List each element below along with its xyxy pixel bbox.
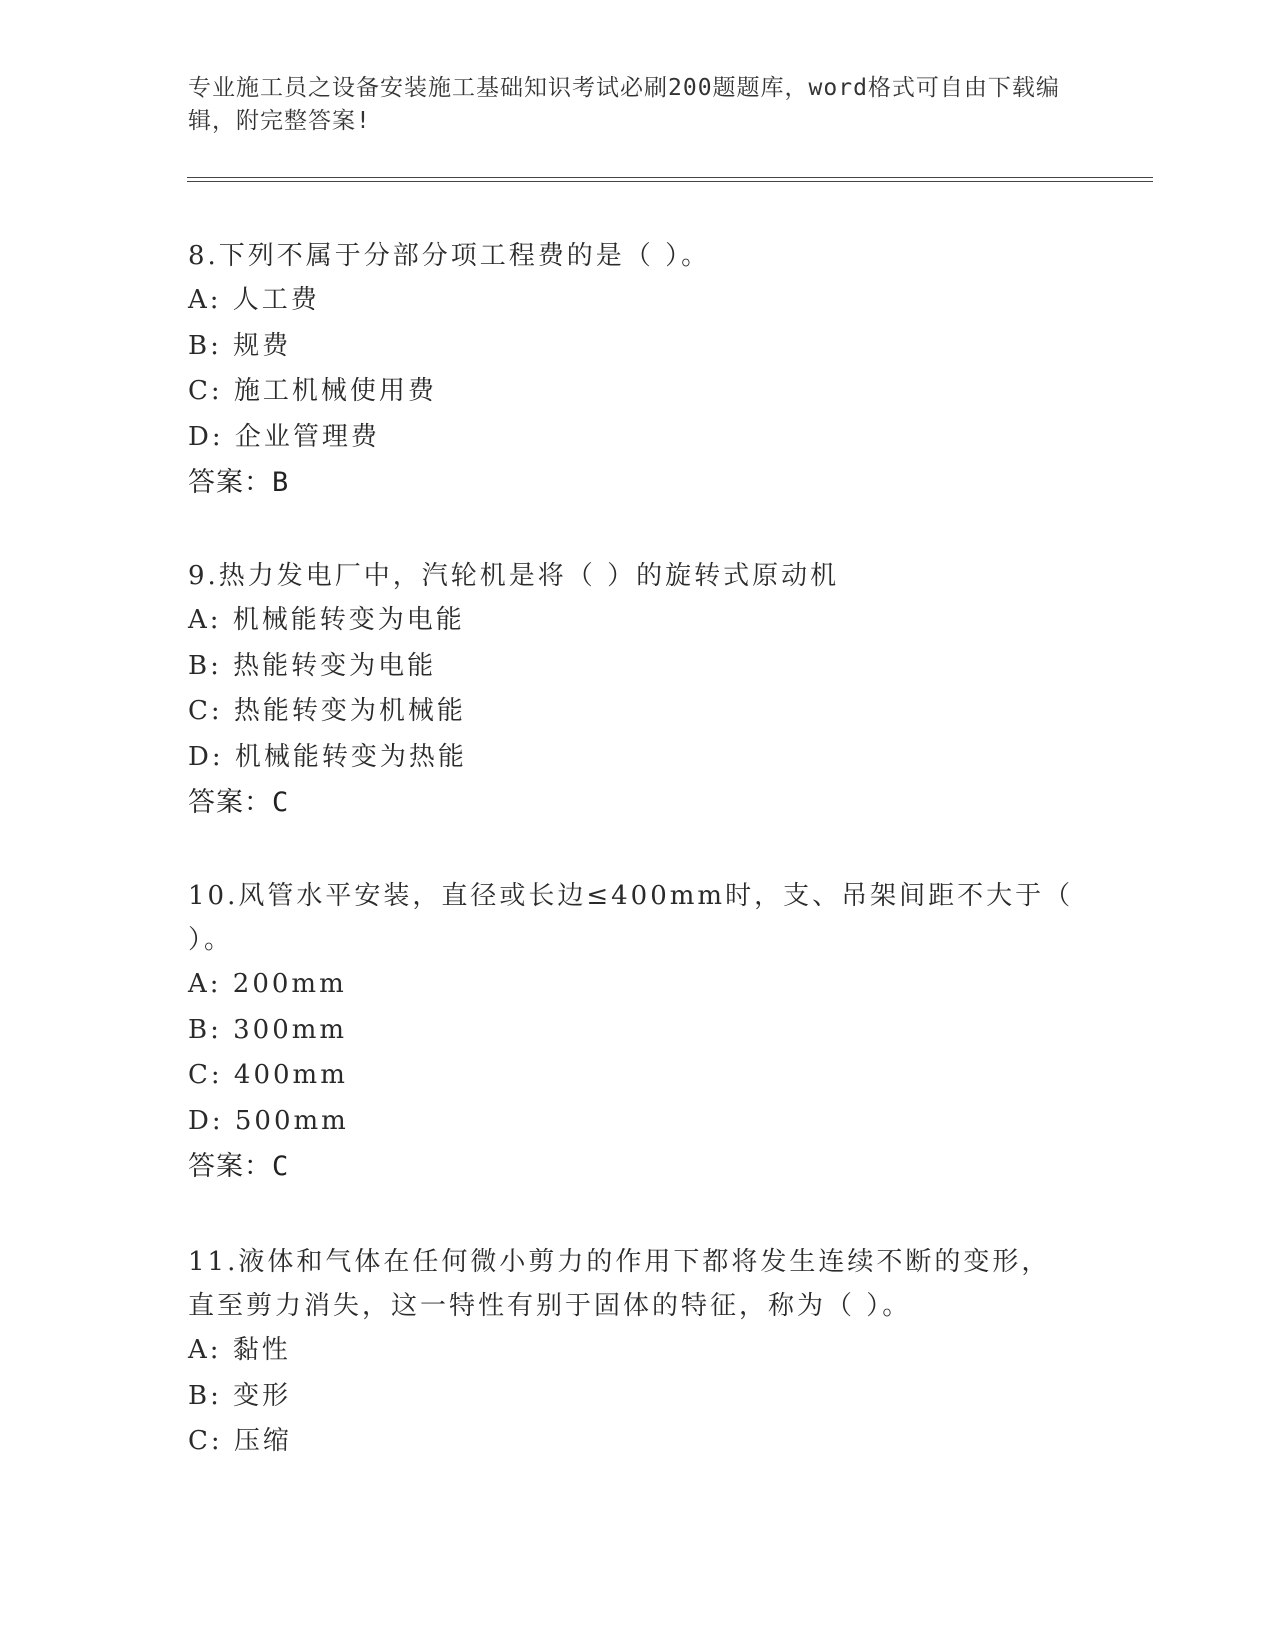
question-10 — [188, 874, 1078, 1190]
option-c: C: 400mm — [188, 1060, 348, 1090]
option-b: B: 300mm — [188, 1014, 348, 1045]
divider-line-top — [187, 177, 1153, 178]
option-b: B: 热能转变为电能 — [188, 650, 437, 681]
option-c: C: 热能转变为机械能 — [188, 696, 466, 726]
answer-line: 答案：B — [188, 467, 290, 498]
option-d: D: 机械能转变为热能 — [188, 741, 467, 772]
question-stem: 10.风管水平安装，直径或长边≤400mm时，支、吊架间距不大于（ ）。 — [188, 881, 1074, 955]
option-b: B: 变形 — [188, 1380, 292, 1411]
question-stem: 11.液体和气体在任何微小剪力的作用下都将发生连续不断的变形，直至剪力消失，这一特性有别于固体的特征，称为（ ）。 — [188, 1247, 1051, 1321]
answer-line: 答案：C — [188, 787, 290, 818]
question-11 — [188, 1240, 1078, 1465]
question-9 — [188, 554, 1078, 826]
option-d: D: 500mm — [188, 1105, 349, 1136]
answer-line: 答案：C — [188, 1151, 290, 1182]
option-c: C: 压缩 — [188, 1426, 292, 1456]
question-8 — [188, 234, 1078, 506]
option-a: A: 机械能转变为电能 — [188, 605, 465, 635]
question-stem: 9.热力发电厂中，汽轮机是将（ ）的旋转式原动机 — [188, 561, 840, 591]
option-a: A: 200mm — [188, 969, 347, 999]
document-header — [188, 72, 1078, 138]
header-divider — [187, 177, 1153, 183]
option-a: A: 人工费 — [188, 285, 320, 315]
option-c: C: 施工机械使用费 — [188, 376, 437, 406]
option-a: A: 黏性 — [188, 1335, 291, 1365]
option-d: D: 企业管理费 — [188, 421, 380, 452]
question-stem: 8.下列不属于分部分项工程费的是（ ）。 — [188, 241, 711, 271]
document-title: 专业施工员之设备安装施工基础知识考试必刷200题题库，word格式可自由下载编辑，附完整答案! — [188, 75, 1060, 134]
divider-line-bottom — [187, 181, 1153, 182]
option-b: B: 规费 — [188, 330, 292, 361]
